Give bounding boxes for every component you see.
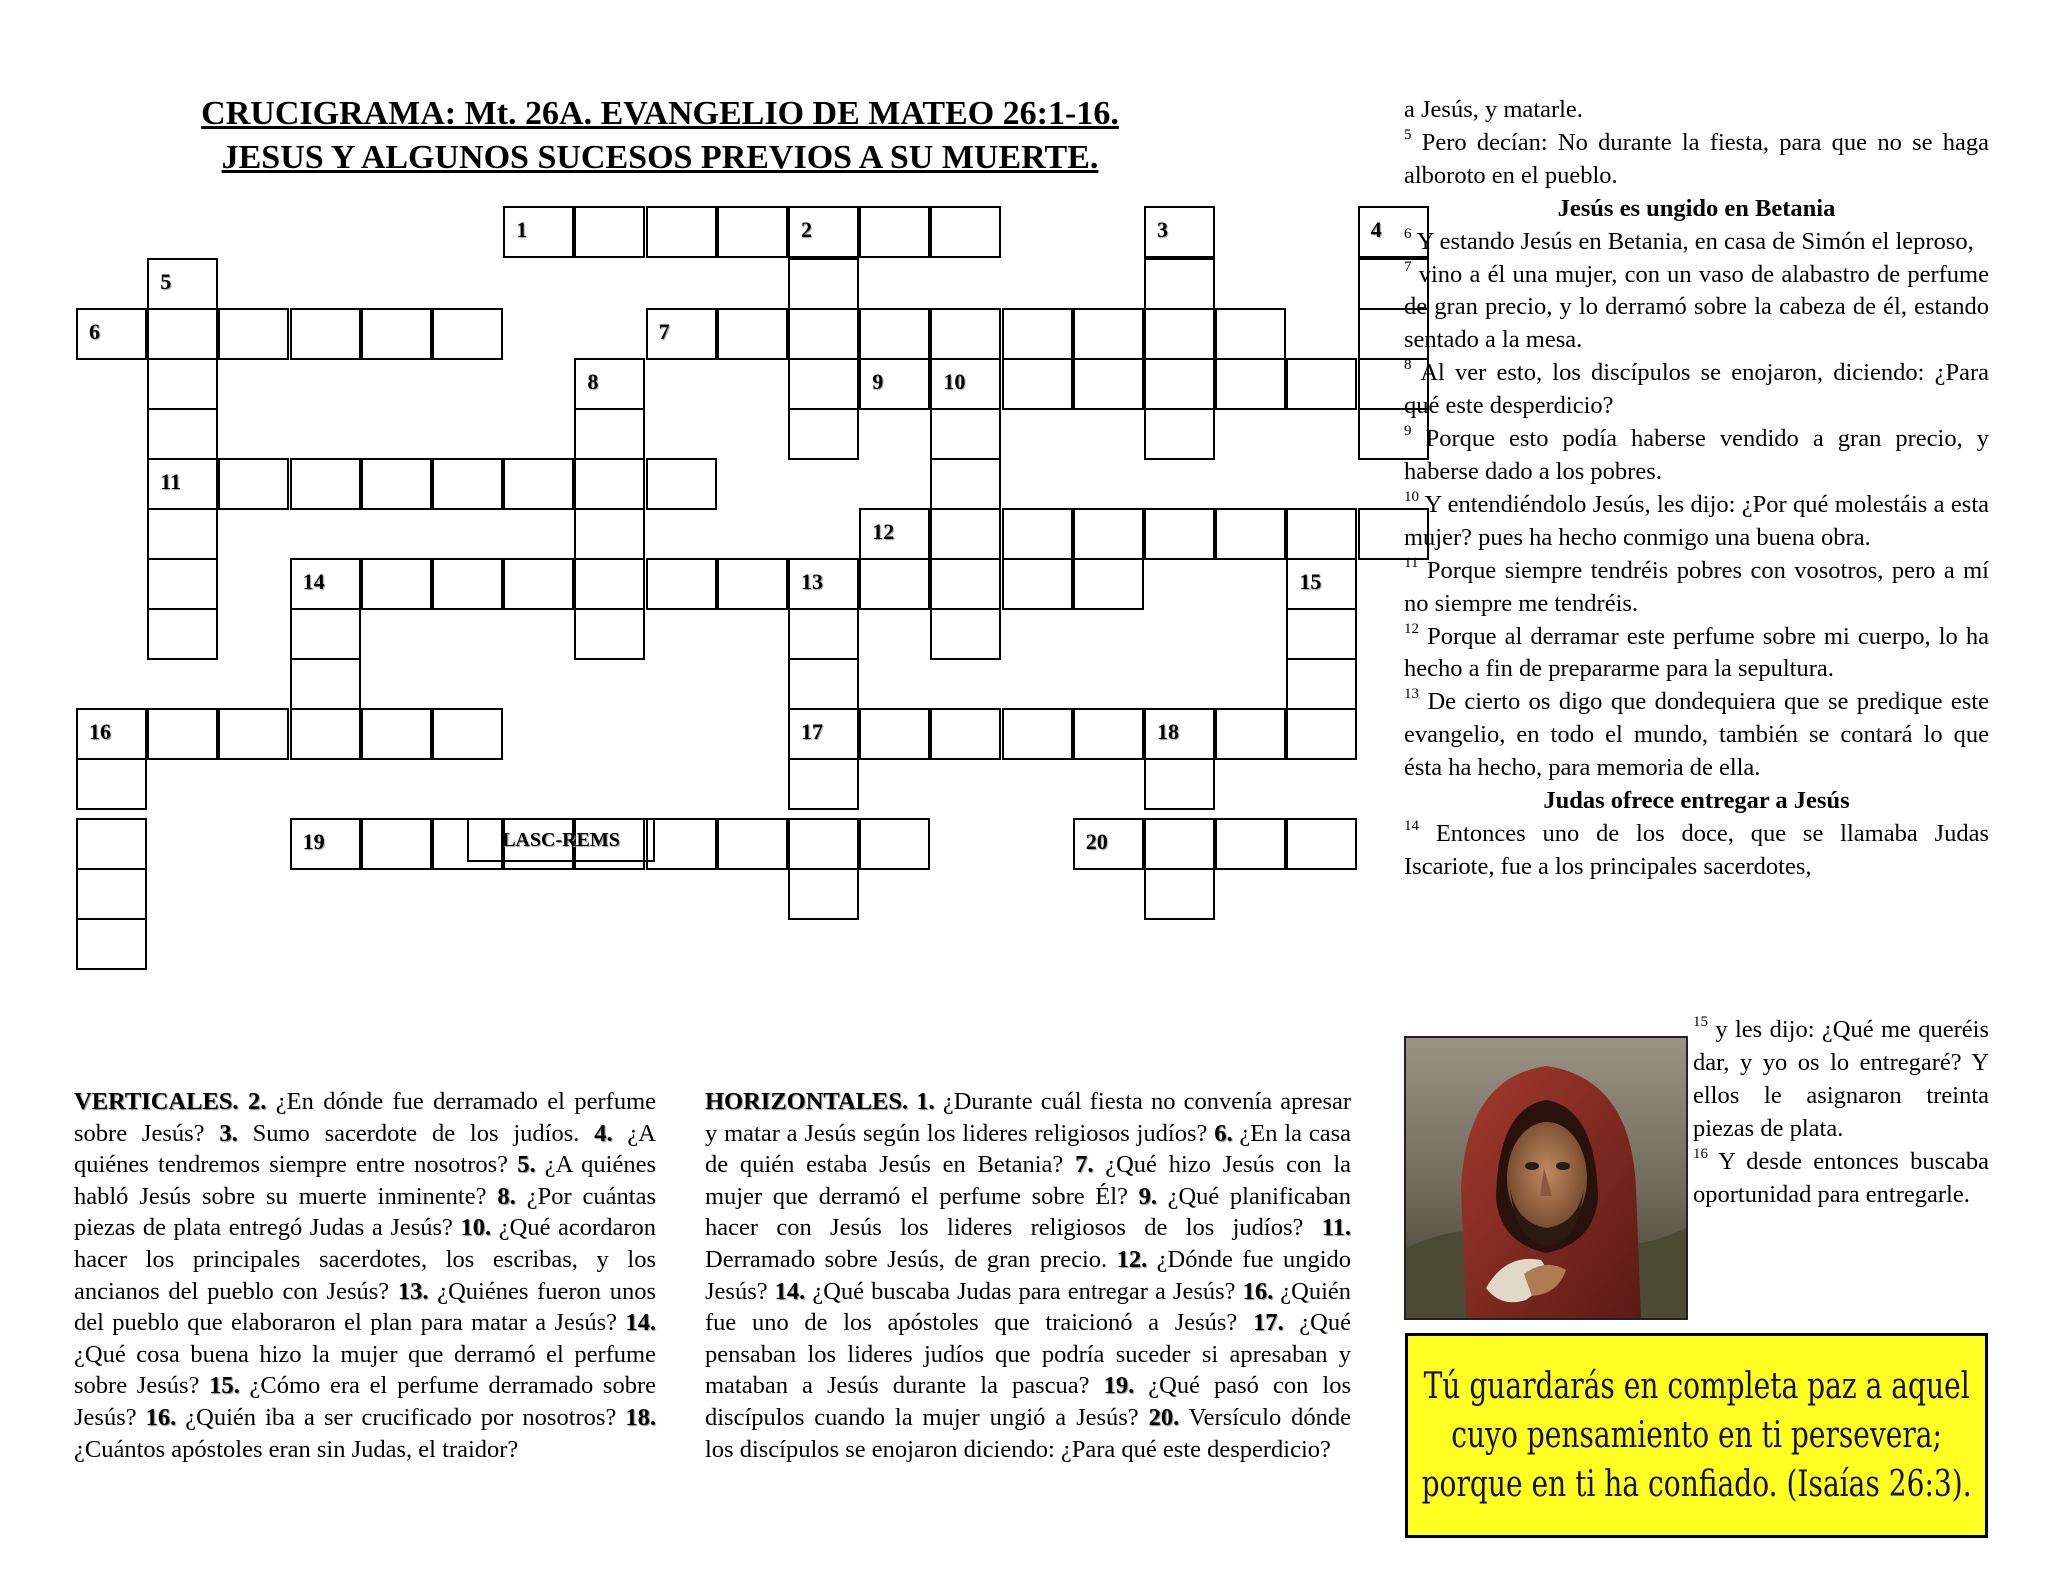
crossword-cell[interactable] bbox=[930, 206, 1001, 258]
title-line-2: JESUS Y ALGUNOS SUCESOS PREVIOS A SU MUERTE. bbox=[221, 139, 1099, 176]
clue-number: 16 bbox=[89, 719, 111, 744]
section-heading-betania: Jesús es ungido en Betania bbox=[1557, 194, 1836, 222]
clue-number: 14. bbox=[774, 1277, 806, 1305]
crossword-cell[interactable] bbox=[76, 868, 147, 920]
clue-number: 19. bbox=[1103, 1372, 1135, 1400]
clue-number: 15 bbox=[1299, 569, 1322, 594]
crossword-cell[interactable] bbox=[574, 608, 645, 660]
crossword-cell[interactable] bbox=[361, 558, 432, 610]
clue-text: ¿En la casa de quién estaba Jesús en Betania? bbox=[705, 1119, 1351, 1179]
clue-number: 12. bbox=[1116, 1245, 1148, 1273]
crossword-cell[interactable] bbox=[1286, 508, 1357, 560]
title-line-1: CRUCIGRAMA: Mt. 26A. EVANGELIO DE MATEO 26:1-16. bbox=[201, 95, 1119, 132]
clue-text: ¿Quiénes fueron unos del pueblo que elaboraron el plan para matar a Jesús? bbox=[74, 1277, 656, 1337]
clues-heading: HORIZONTALES. bbox=[705, 1088, 909, 1115]
memory-verse-line-1: Tú guardarás en completa paz a aquel bbox=[1423, 1366, 1970, 1407]
vertical-clues bbox=[74, 1086, 656, 1465]
clue-text: ¿A quiénes tendremos siempre entre nosotros? bbox=[74, 1119, 657, 1179]
clue-text: ¿Qué acordaron hacer los principales sacerdotes, los escribas, y los ancianos del pueblo con Jesús? bbox=[74, 1214, 657, 1305]
memory-verse-box bbox=[1405, 1333, 1988, 1538]
crossword-cell[interactable] bbox=[147, 508, 218, 560]
crossword-cell[interactable] bbox=[290, 608, 361, 660]
crossword-cell[interactable] bbox=[717, 308, 788, 360]
crossword-cell[interactable] bbox=[788, 358, 859, 410]
clue-number: 16. bbox=[1242, 1277, 1274, 1305]
clue-number: 1 bbox=[516, 217, 528, 242]
crossword-cell[interactable] bbox=[503, 206, 574, 258]
crossword-cell[interactable] bbox=[290, 308, 361, 360]
clue-text: ¿Qué pasó con los discípulos cuando la mujer ungió a Jesús? bbox=[705, 1372, 1351, 1431]
verse-12: $^{12}$ Porque al derramar este perfume sobre mi cuerpo, lo ha hecho a fin de prepararme para la sepultura. bbox=[1404, 620, 1989, 683]
crossword-cell[interactable] bbox=[147, 358, 218, 410]
crossword-cell[interactable] bbox=[290, 708, 361, 760]
crossword-cell[interactable] bbox=[147, 708, 218, 760]
clue-text: ¿Qué planificaban hacer con Jesús los lideres religiosos de los judíos? bbox=[705, 1182, 1351, 1242]
crossword-cell[interactable] bbox=[1002, 558, 1073, 610]
crossword-cell[interactable] bbox=[1002, 358, 1073, 410]
crossword-cell[interactable] bbox=[432, 558, 503, 610]
verse-10: $^{10}$ Y entendiéndolo Jesús, les dijo: ¿Por qué molestáis a esta mujer? pues ha hecho conmigo una buena obra. bbox=[1404, 488, 1990, 551]
crossword-cell[interactable] bbox=[361, 818, 432, 870]
clue-number: 4 bbox=[1370, 217, 1382, 242]
clue-number: 4. bbox=[594, 1119, 613, 1147]
crossword-cell[interactable] bbox=[1073, 818, 1144, 870]
crossword-cell[interactable] bbox=[859, 818, 930, 870]
verse-15: $^{15}$ y les dijo: ¿Qué me queréis dar, y yo os lo entregaré? Y ellos le asignaron treinta piezas de plata. bbox=[1693, 1014, 1989, 1142]
clue-text: ¿Quién fue uno de los apóstoles que traicionó a Jesús? bbox=[705, 1277, 1351, 1337]
crossword-cell[interactable] bbox=[361, 458, 432, 510]
crossword-cell[interactable] bbox=[574, 206, 645, 258]
crossword-cell[interactable] bbox=[859, 206, 930, 258]
clue-number: 7 bbox=[658, 319, 670, 344]
clue-number: 3 bbox=[1157, 217, 1168, 242]
crossword-cell[interactable] bbox=[1073, 358, 1144, 410]
verse-8: $^8$ Al ver esto, los discípulos se enojaron, diciendo: ¿Para qué este desperdicio? bbox=[1404, 357, 1989, 420]
clue-text: Sumo sacerdote de los judíos. bbox=[237, 1119, 580, 1147]
clue-number: 18 bbox=[1157, 719, 1179, 744]
crossword-cell[interactable] bbox=[218, 308, 289, 360]
crossword-cell[interactable] bbox=[147, 258, 218, 310]
crossword-cell[interactable] bbox=[1073, 558, 1144, 610]
scripture-text bbox=[1404, 94, 1989, 884]
verse-13: $^{13}$ De cierto os digo que dondequiera que se predique este evangelio, en todo el mundo, también se contará lo que ésta ha hecho, para memoria de ella. bbox=[1404, 686, 1990, 782]
crossword-cell[interactable] bbox=[930, 708, 1001, 760]
crossword-cell[interactable] bbox=[290, 458, 361, 510]
crossword-cell[interactable] bbox=[1073, 308, 1144, 360]
crossword-cell[interactable] bbox=[788, 258, 859, 310]
crossword-cell[interactable] bbox=[1144, 868, 1215, 920]
crossword-cell[interactable] bbox=[788, 758, 859, 810]
crossword-cell[interactable] bbox=[76, 708, 147, 760]
crossword-cell[interactable] bbox=[361, 708, 432, 760]
crossword-cell[interactable] bbox=[788, 868, 859, 920]
crossword-cell[interactable] bbox=[1144, 708, 1215, 760]
crossword-cell[interactable] bbox=[788, 408, 859, 460]
crossword-cell[interactable] bbox=[290, 658, 361, 710]
crossword-cell[interactable] bbox=[574, 558, 645, 610]
crossword-cell[interactable] bbox=[503, 558, 574, 610]
crossword-cell[interactable] bbox=[1073, 708, 1144, 760]
clue-number: 1. bbox=[916, 1088, 935, 1115]
clue-text: ¿Dónde fue ungido Jesús? bbox=[705, 1245, 1352, 1305]
clue-number: 14. bbox=[625, 1309, 656, 1337]
crossword-cell[interactable] bbox=[147, 558, 218, 610]
crossword-cell[interactable] bbox=[1286, 708, 1357, 760]
hooded-man-icon bbox=[1406, 1038, 1686, 1318]
verse-6: $^6$ Y estando Jesús en Betania, en casa de Simón el leproso, bbox=[1404, 225, 1974, 255]
crossword-cell[interactable] bbox=[1286, 658, 1357, 710]
crossword-grid bbox=[0, 0, 1380, 1080]
crossword-cell[interactable] bbox=[788, 658, 859, 710]
crossword-cell[interactable] bbox=[1286, 558, 1357, 610]
clue-number: 2 bbox=[801, 217, 812, 242]
crossword-cell[interactable] bbox=[1144, 408, 1215, 460]
clue-number: 20 bbox=[1085, 829, 1108, 854]
crossword-cell[interactable] bbox=[859, 558, 930, 610]
crossword-cell[interactable] bbox=[147, 608, 218, 660]
clue-text: ¿Durante cuál fiesta no convenía apresar y matar a Jesús según los lideres religiosos judíos? bbox=[705, 1088, 1352, 1147]
verse-16: $^{16}$ Y desde entonces buscaba oportunidad para entregarle. bbox=[1693, 1145, 1989, 1208]
clues-heading: VERTICALES. bbox=[74, 1088, 239, 1115]
crossword-cell[interactable] bbox=[1073, 508, 1144, 560]
crossword-cell[interactable] bbox=[1215, 308, 1286, 360]
crossword-cell[interactable] bbox=[930, 508, 1001, 560]
crossword-cell[interactable] bbox=[574, 458, 645, 510]
clue-number: 13 bbox=[801, 569, 823, 594]
judas-illustration bbox=[1404, 1036, 1688, 1320]
clue-text: ¿Quién iba a ser crucificado por nosotros? bbox=[176, 1403, 617, 1431]
clue-text: Versículo dónde los discípulos se enojaron diciendo: ¿Para qué este desperdicio? bbox=[705, 1403, 1351, 1463]
crossword-cell[interactable] bbox=[930, 308, 1001, 360]
crossword-cell[interactable] bbox=[788, 608, 859, 660]
crossword-cell[interactable] bbox=[717, 558, 788, 610]
crossword-cell[interactable] bbox=[788, 206, 859, 258]
crossword-cell[interactable] bbox=[1215, 358, 1286, 410]
crossword-cell[interactable] bbox=[930, 358, 1001, 410]
crossword-cell[interactable] bbox=[859, 708, 930, 760]
clue-text: ¿Qué buscaba Judas para entregar a Jesús? bbox=[805, 1277, 1236, 1305]
crossword-cell[interactable] bbox=[147, 408, 218, 460]
scripture-wrap-text bbox=[1693, 1014, 1989, 1211]
crossword-cell[interactable] bbox=[76, 308, 147, 360]
author-label: LASC-REMS bbox=[467, 818, 655, 862]
horizontal-clues bbox=[705, 1086, 1351, 1465]
crossword-cell[interactable] bbox=[1286, 358, 1357, 410]
crossword-cell[interactable] bbox=[788, 818, 859, 870]
clue-text: ¿Cómo era el perfume derramado sobre Jesús? bbox=[74, 1372, 656, 1431]
crossword-cell[interactable] bbox=[1144, 508, 1215, 560]
crossword-cell[interactable] bbox=[574, 508, 645, 560]
clue-number: 12 bbox=[872, 519, 895, 544]
clue-text: Derramado sobre Jesús, de gran precio. bbox=[705, 1245, 1108, 1273]
crossword-cell[interactable] bbox=[432, 708, 503, 760]
memory-verse-line-3: porque en ti ha confiado. (Isaías 26:3). bbox=[1421, 1464, 1972, 1505]
crossword-cell[interactable] bbox=[76, 818, 147, 870]
crossword-cell[interactable] bbox=[1286, 818, 1357, 870]
clue-text: ¿Por cuántas piezas de plata entregó Judas a Jesús? bbox=[74, 1182, 656, 1242]
crossword-cell[interactable] bbox=[788, 558, 859, 610]
verse-4-end: a Jesús, y matarle. bbox=[1404, 96, 1583, 123]
clue-number: 5 bbox=[160, 269, 172, 294]
clue-number: 11 bbox=[160, 469, 181, 494]
crossword-cell[interactable] bbox=[646, 818, 717, 870]
crossword-cell[interactable] bbox=[859, 308, 930, 360]
crossword-cell[interactable] bbox=[788, 708, 859, 760]
crossword-cell[interactable] bbox=[1144, 206, 1215, 258]
crossword-cell[interactable] bbox=[574, 408, 645, 460]
clue-number: 18. bbox=[625, 1403, 656, 1431]
section-heading-judas: Judas ofrece entregar a Jesús bbox=[1543, 787, 1850, 815]
crossword-cell[interactable] bbox=[1144, 308, 1215, 360]
clue-number: 20. bbox=[1148, 1403, 1180, 1431]
verse-14: $^{14}$ Entonces uno de los doce, que se llamaba Judas Iscariote, fue a los principales sacerdotes, bbox=[1404, 817, 1989, 880]
crossword-cell[interactable] bbox=[1002, 708, 1073, 760]
clue-number: 10 bbox=[943, 369, 966, 394]
clue-number: 15. bbox=[209, 1372, 240, 1400]
crossword-cell[interactable] bbox=[930, 458, 1001, 510]
clue-number: 5. bbox=[517, 1151, 536, 1179]
crossword-cell[interactable] bbox=[646, 206, 717, 258]
clue-number: 6 bbox=[89, 319, 100, 344]
crossword-cell[interactable] bbox=[218, 458, 289, 510]
crossword-cell[interactable] bbox=[1286, 608, 1357, 660]
clue-text: ¿Qué hizo Jesús con la mujer que derramó el perfume sobre Él? bbox=[705, 1151, 1352, 1210]
clue-number: 10. bbox=[460, 1214, 492, 1242]
crossword-cell[interactable] bbox=[147, 458, 218, 510]
crossword-cell[interactable] bbox=[1144, 758, 1215, 810]
clue-number: 8. bbox=[497, 1182, 516, 1210]
crossword-cell[interactable] bbox=[646, 458, 717, 510]
crossword-cell[interactable] bbox=[930, 408, 1001, 460]
crossword-cell[interactable] bbox=[503, 458, 574, 510]
crossword-cell[interactable] bbox=[1215, 818, 1286, 870]
crossword-cell[interactable] bbox=[574, 358, 645, 410]
crossword-cell[interactable] bbox=[1002, 308, 1073, 360]
clue-text: ¿En dónde fue derramado el perfume sobre Jesús? bbox=[74, 1088, 656, 1147]
clue-number: 17. bbox=[1253, 1309, 1284, 1337]
crossword-cell[interactable] bbox=[859, 508, 930, 560]
crossword-cell[interactable] bbox=[1144, 258, 1215, 310]
crossword-cell[interactable] bbox=[361, 308, 432, 360]
clue-number: 9 bbox=[872, 369, 884, 394]
clue-number: 8 bbox=[587, 369, 599, 394]
clue-number: 19 bbox=[302, 829, 325, 854]
crossword-cell[interactable] bbox=[76, 918, 147, 970]
clue-number: 11. bbox=[1321, 1214, 1351, 1242]
memory-verse-line-2: cuyo pensamiento en ti persevera; bbox=[1451, 1415, 1942, 1456]
clue-number: 9. bbox=[1138, 1182, 1157, 1210]
crossword-cell[interactable] bbox=[1144, 818, 1215, 870]
crossword-cell[interactable] bbox=[717, 206, 788, 258]
clue-text: ¿Qué cosa buena hizo la mujer que derramó el perfume sobre Jesús? bbox=[74, 1340, 656, 1400]
crossword-cell[interactable] bbox=[1002, 508, 1073, 560]
crossword-cell[interactable] bbox=[218, 708, 289, 760]
crossword-cell[interactable] bbox=[290, 818, 361, 870]
clue-text: ¿A quiénes habló Jesús sobre su muerte inminente? bbox=[74, 1151, 657, 1210]
clue-number: 16. bbox=[145, 1403, 177, 1431]
clue-number: 13. bbox=[397, 1277, 429, 1305]
crossword-cell[interactable] bbox=[930, 608, 1001, 660]
clue-number: 2. bbox=[247, 1088, 267, 1115]
clue-number: 3. bbox=[219, 1119, 238, 1147]
crossword-cell[interactable] bbox=[717, 818, 788, 870]
clue-number: 7. bbox=[1075, 1151, 1094, 1179]
clue-number: 17 bbox=[801, 719, 823, 744]
crossword-cell[interactable] bbox=[646, 558, 717, 610]
clue-number: 6. bbox=[1214, 1119, 1233, 1147]
verse-11: $^{11}$ Porque siempre tendréis pobres con vosotros, pero a mí no siempre me tendréis. bbox=[1404, 554, 1989, 617]
crossword-cell[interactable] bbox=[1215, 508, 1286, 560]
crossword-cell[interactable] bbox=[1144, 358, 1215, 410]
clue-number: 14 bbox=[302, 569, 325, 594]
crossword-cell[interactable] bbox=[859, 358, 930, 410]
verse-9: $^9$ Porque esto podía haberse vendido a gran precio, y haberse dado a los pobres. bbox=[1404, 423, 1990, 485]
clue-text: ¿Cuántos apóstoles eran sin Judas, el traidor? bbox=[74, 1435, 519, 1463]
crossword-cell[interactable] bbox=[290, 558, 361, 610]
crossword-cell[interactable] bbox=[432, 308, 503, 360]
crossword-cell[interactable] bbox=[1215, 708, 1286, 760]
crossword-cell[interactable] bbox=[930, 558, 1001, 610]
crossword-cell[interactable] bbox=[646, 308, 717, 360]
crossword-cell[interactable] bbox=[432, 458, 503, 510]
crossword-cell[interactable] bbox=[76, 758, 147, 810]
verse-5: $^5$ Pero decían: No durante la fiesta, para que no se haga alboroto en el pueblo. bbox=[1404, 126, 1989, 189]
crossword-cell[interactable] bbox=[788, 308, 859, 360]
verse-7: $^7$ vino a él una mujer, con un vaso de alabastro de perfume de gran precio, y lo derramó sobre la cabeza de él, estando sentado a la mesa. bbox=[1404, 258, 1989, 354]
crossword-cell[interactable] bbox=[147, 308, 218, 360]
clue-text: ¿Qué pensaban los lideres judíos que podría suceder si apresaban y mataban a Jesús durante la pascua? bbox=[705, 1309, 1351, 1400]
